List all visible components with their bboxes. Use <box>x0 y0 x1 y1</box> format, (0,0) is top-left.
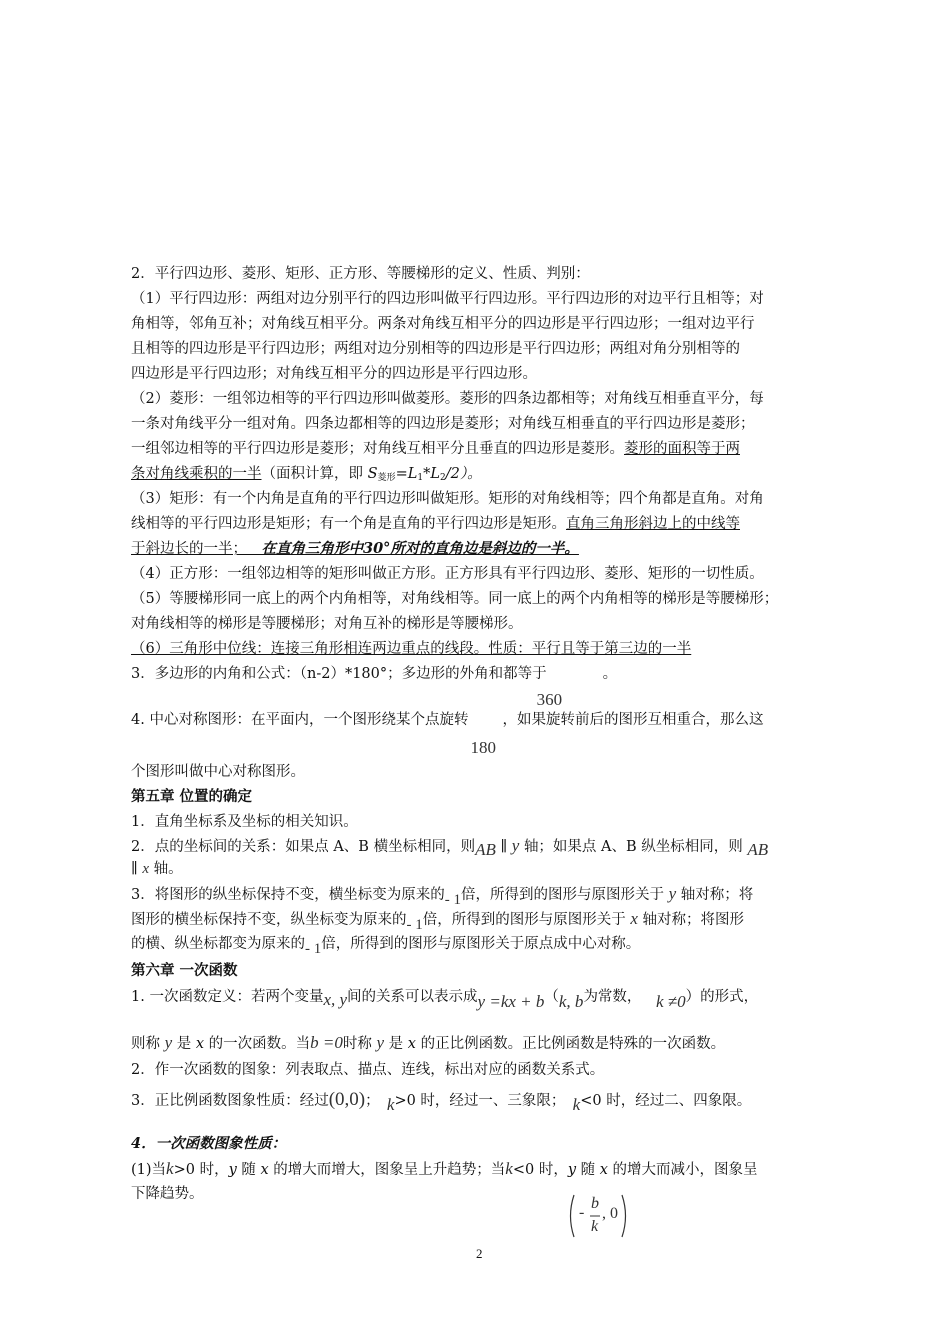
formula-symbol: S <box>367 466 378 482</box>
math-value: - 1 <box>406 917 423 933</box>
text-line <box>131 909 745 933</box>
text-span: 2．点的坐标间的关系：如果点 A、B 横坐标相同，则 <box>131 839 476 855</box>
text-line: （1）平行四边形：两组对边分别平行的四边形叫做平行四边形。平行四边形的对边平行且相等；对 <box>131 291 764 307</box>
text-span: 随 <box>241 1162 256 1178</box>
text-line: 角相等，邻角互补；对角线互相平分。两条对角线互相平分的四边形是平行四边形；一组对边平行 <box>131 316 755 332</box>
formula-symbol: *L <box>423 466 440 482</box>
text-line: （3）矩形：有一个内角是直角的平行四边形叫做矩形。矩形的对角线相等；四个角都是直角。对角 <box>131 491 764 507</box>
text-span: 。 <box>602 666 618 682</box>
text-span: 倍，所得到的图形与原图形关于原点成中心对称。 <box>321 936 641 952</box>
math-formula: k ≠0 <box>655 992 686 1011</box>
underlined-text <box>247 541 262 557</box>
underlined-text: 菱形的面积等于两 <box>624 441 740 457</box>
math-var: AB <box>475 840 496 859</box>
coordinate-tail: , 0 <box>602 1205 618 1222</box>
text-line: （6）三角形中位线：连接三角形相连两边重点的线段。性质：平行且等于第三边的一半 <box>131 641 692 657</box>
math-var: y <box>228 1162 237 1178</box>
text-line <box>131 1033 725 1054</box>
text-line <box>131 710 764 757</box>
text-span: ∥ <box>131 861 138 877</box>
intercept-formula <box>566 1192 630 1240</box>
math-formula: b =0 <box>310 1033 343 1052</box>
text-line: 1．直角坐标系及坐标的相关知识。 <box>131 814 358 830</box>
math-var: k <box>166 1159 174 1178</box>
text-span: 随 <box>580 1162 596 1178</box>
underlined-text: 条对角线乘积的一半 <box>131 466 262 482</box>
chapter-heading: 第五章 位置的确定 <box>131 788 253 805</box>
math-var: x, y <box>323 990 348 1009</box>
text-span: 图形的横坐标保持不变，纵坐标变为原来的 <box>131 912 407 928</box>
text-span: 3．多边形的内角和公式：（n-2）*180°；多边形的外角和都等于 <box>131 666 547 682</box>
text-span: 线相等的平行四边形是矩形；有一个角是直角的平行四边形是矩形。 <box>131 516 566 532</box>
math-var: y <box>668 884 677 903</box>
underlined-text: 直角三角形斜边上的中线等 <box>566 516 740 532</box>
math-var: k, b <box>558 992 584 1011</box>
math-var: y <box>567 1162 577 1178</box>
text-span: 的正比例函数。正比例函数是特殊的一次函数。 <box>420 1036 726 1052</box>
text-span: 轴；如果点 A、B 纵坐标相同，则 <box>523 839 743 855</box>
text-line <box>131 1089 752 1114</box>
text-span: ，如果旋转前后的图形互相重合，那么这 <box>502 712 764 728</box>
text-line <box>131 539 579 559</box>
text-span: 是 <box>176 1036 192 1052</box>
section-heading: 4．一次函数图象性质： <box>131 1135 287 1152</box>
math-value: 360 <box>536 690 563 709</box>
text-line: 对角线相等的梯形是等腰梯形；对角互补的梯形是等腰梯形。 <box>131 616 523 632</box>
math-var: y <box>511 836 520 855</box>
text-span: 轴。 <box>153 861 183 877</box>
text-line <box>131 1159 758 1180</box>
math-var: k <box>572 1095 581 1114</box>
text-line: 一条对角线平分一组对角。四条边都相等的四边形是菱形；对角线互相垂直的平行四边形是菱形； <box>131 416 755 432</box>
formula-subscript: 菱形 <box>377 473 396 483</box>
chapter-heading: 第六章 一次函数 <box>131 962 238 979</box>
text-span: （ <box>544 989 559 1005</box>
text-span: <0 时， <box>512 1162 568 1178</box>
text-span: (1)当 <box>131 1162 167 1178</box>
text-span: 是 <box>388 1036 404 1052</box>
math-var: k <box>386 1095 395 1114</box>
text-span: 倍，所得到的图形与原图形关于 <box>460 887 664 903</box>
text-line <box>131 986 759 1011</box>
text-span: 的增大而减小，图象呈 <box>612 1162 758 1178</box>
fraction-denominator: k <box>591 1218 599 1235</box>
math-var: x <box>142 861 149 877</box>
math-value: - 1 <box>305 941 322 957</box>
math-formula: y =kx + b <box>477 992 545 1011</box>
text-span: 倍，所得到的图形与原图形关于 <box>422 912 626 928</box>
text-span: >0 时， <box>173 1162 229 1178</box>
text-span: <0 时，经过二、四象限。 <box>580 1093 752 1109</box>
text-span: 的横、纵坐标都变为原来的 <box>131 936 305 952</box>
formula-subscript: 1 <box>417 473 424 483</box>
text-line: （5）等腰梯形同一底上的两个内角相等，对角线相等。同一底上的两个内角相等的梯形是等腰梯形； <box>131 591 779 607</box>
text-line <box>131 664 618 709</box>
formula-subscript: 2 <box>439 473 446 483</box>
text-span: 1. 一次函数定义：若两个变量 <box>131 989 324 1005</box>
underlined-text: 于斜边长的一半； <box>131 541 247 557</box>
text-line <box>131 884 754 908</box>
text-span: ）的形式， <box>685 989 759 1005</box>
text-span: 轴对称；将 <box>680 887 754 903</box>
text-span: 的增大而增大，图象呈上升趋势；当 <box>273 1162 506 1178</box>
text-span: 时称 <box>342 1036 372 1052</box>
emphasis-text: 在直角三角形中30°所对的直角边是斜边的一半。 <box>261 540 579 557</box>
section-heading-quadrilaterals: 2．平行四边形、菱形、矩形、正方形、等腰梯形的定义、性质、判别： <box>131 266 590 282</box>
text-line: 下降趋势。 <box>131 1186 204 1202</box>
math-var: x <box>407 1036 416 1052</box>
text-span: 3．将图形的纵坐标保持不变，横坐标变为原来的 <box>131 887 445 903</box>
text-line <box>131 836 768 857</box>
text-line <box>131 439 740 459</box>
math-var: y <box>164 1033 173 1052</box>
text-line <box>131 934 641 957</box>
text-span: 轴对称；将图形 <box>642 912 745 928</box>
text-line: 2．作一次函数的图象：列表取点、描点、连线，标出对应的函数关系式。 <box>131 1062 605 1078</box>
text-span: （面积计算，即 <box>261 466 368 482</box>
text-span: 3．正比例函数图象性质：经过 <box>131 1093 329 1109</box>
minus-sign: - <box>579 1204 585 1221</box>
text-span: ∥ <box>500 839 508 855</box>
math-var: k <box>505 1159 513 1178</box>
text-span: 的一次函数。当 <box>208 1036 311 1052</box>
text-line: 个图形叫做中心对称图形。 <box>131 764 305 780</box>
math-value: - 1 <box>444 892 461 908</box>
text-span: 4. 中心对称图形：在平面内，一个图形绕某个点旋转 <box>131 712 469 728</box>
math-var: x <box>260 1162 269 1178</box>
math-var: x <box>195 1036 205 1052</box>
text-span: 为常数， <box>583 989 642 1005</box>
text-line: （2）菱形：一组邻边相等的平行四边形叫做菱形。菱形的四条边都相等；对角线互相垂直平分，每 <box>131 391 764 407</box>
text-span: 一组邻边相等的平行四边形是菱形；对角线互相平分且垂直的四边形是菱形。 <box>131 441 624 457</box>
math-value: 180 <box>470 738 496 757</box>
math-value: (0,0) <box>328 1089 366 1110</box>
math-var: x <box>599 1162 608 1178</box>
formula-symbol: =L <box>395 466 418 482</box>
text-span: 则称 <box>131 1036 160 1052</box>
text-span: >0 时，经过一、三象限； <box>394 1093 566 1109</box>
text-line <box>131 859 183 879</box>
text-span: ； <box>365 1093 380 1109</box>
text-span: 间的关系可以表示成 <box>347 989 478 1005</box>
text-line: （4）正方形：一组邻边相等的矩形叫做正方形。正方形具有平行四边形、菱形、矩形的一切性质。 <box>131 566 764 582</box>
text-line <box>131 514 740 534</box>
formula-symbol: /2）。 <box>445 466 482 482</box>
math-var: AB <box>747 840 769 859</box>
text-line: 且相等的四边形是平行四边形；两组对边分别相等的四边形是平行四边形；两组对角分别相等的 <box>131 341 740 357</box>
math-var: y <box>376 1033 385 1052</box>
page-number: 2 <box>476 1246 483 1261</box>
text-line: 四边形是平行四边形；对角线互相平分的四边形是平行四边形。 <box>131 366 537 382</box>
fraction-numerator: b <box>591 1195 599 1212</box>
text-line <box>131 464 482 488</box>
math-var: x <box>630 909 638 928</box>
